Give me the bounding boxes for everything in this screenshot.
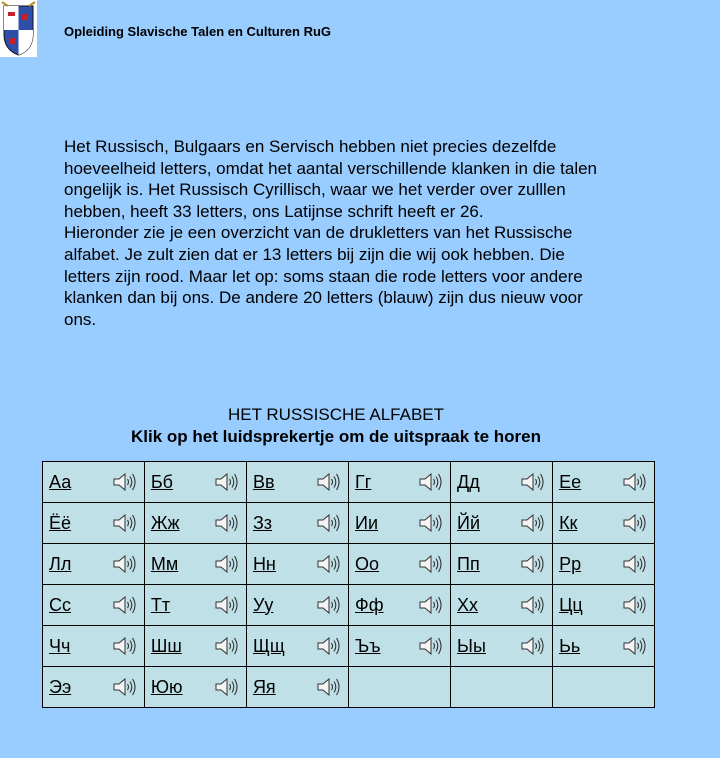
letter-link[interactable]: Жж (150, 512, 180, 533)
alphabet-row (43, 667, 655, 708)
alphabet-cell (451, 667, 553, 708)
speaker-icon[interactable] (520, 553, 544, 575)
alphabet-cell (553, 462, 655, 503)
speaker-icon[interactable] (214, 471, 238, 493)
alphabet-cell (451, 462, 553, 503)
speaker-icon[interactable] (418, 635, 442, 657)
alphabet-cell (144, 462, 246, 503)
speaker-icon[interactable] (214, 553, 238, 575)
speaker-icon[interactable] (112, 635, 136, 657)
letter-link[interactable]: Шш (150, 635, 182, 656)
letter-link[interactable]: Аа (49, 471, 72, 492)
speaker-icon[interactable] (214, 512, 238, 534)
alphabet-cell (349, 626, 451, 667)
alphabet-cell (349, 667, 451, 708)
alphabet-row (43, 626, 655, 667)
alphabet-cell (349, 503, 451, 544)
speaker-icon[interactable] (622, 471, 646, 493)
letter-link[interactable]: Ее (559, 471, 582, 492)
alphabet-cell (43, 585, 145, 626)
alphabet-cell (43, 626, 145, 667)
letter-link[interactable]: Ъъ (355, 635, 381, 656)
intro-line: Het Russisch, Bulgaars en Servisch hebben niet precies dezelfde (64, 137, 557, 156)
speaker-icon[interactable] (520, 471, 544, 493)
letter-link[interactable]: Уу (252, 594, 274, 615)
speaker-icon[interactable] (418, 594, 442, 616)
university-crest-logo (0, 0, 37, 57)
letter-link[interactable]: Щщ (252, 635, 285, 656)
alphabet-cell (553, 626, 655, 667)
alphabet-cell (144, 667, 246, 708)
alphabet-cell (553, 585, 655, 626)
speaker-icon[interactable] (418, 553, 442, 575)
alphabet-cell (144, 585, 246, 626)
letter-link[interactable]: Бб (150, 471, 173, 492)
speaker-icon[interactable] (520, 635, 544, 657)
letter-link[interactable]: Нн (252, 553, 276, 574)
letter-link[interactable]: Лл (49, 553, 72, 574)
speaker-icon[interactable] (520, 594, 544, 616)
speaker-icon[interactable] (418, 512, 442, 534)
alphabet-cell (349, 462, 451, 503)
alphabet-cell (246, 626, 348, 667)
alphabet-row (43, 462, 655, 503)
alphabet-cell (451, 585, 553, 626)
intro-line: alfabet. Je zult zien dat er 13 letters bij zijn die wij ook hebben. Die (64, 244, 565, 264)
speaker-icon[interactable] (214, 676, 238, 698)
speaker-icon[interactable] (622, 594, 646, 616)
speaker-icon[interactable] (112, 471, 136, 493)
speaker-icon[interactable] (622, 635, 646, 657)
intro-line: Hieronder zie je een overzicht van de drukletters van het Russische (64, 223, 573, 243)
alphabet-cell (144, 503, 246, 544)
letter-link[interactable]: Ёё (49, 512, 72, 533)
letter-link[interactable]: Ии (355, 512, 379, 533)
alphabet-cell (246, 462, 348, 503)
letter-link[interactable]: Ьь (559, 635, 581, 656)
intro-line: klanken dan bij ons. De andere 20 letters (blauw) zijn dus nieuw voor (64, 288, 583, 308)
alphabet-cell (451, 544, 553, 585)
speaker-icon[interactable] (316, 635, 340, 657)
alphabet-cell (451, 626, 553, 667)
alphabet-cell (246, 544, 348, 585)
alphabet-cell (451, 503, 553, 544)
alphabet-cell (553, 503, 655, 544)
letter-link[interactable]: Йй (457, 512, 481, 533)
speaker-icon[interactable] (316, 594, 340, 616)
letter-link[interactable]: Цц (559, 594, 583, 615)
letter-link[interactable]: Гг (355, 471, 372, 492)
alphabet-row (43, 585, 655, 626)
intro-text (64, 136, 664, 330)
letter-link[interactable]: Дд (457, 471, 480, 492)
site-title: Opleiding Slavische Talen en Culturen RuG (64, 24, 332, 39)
speaker-icon[interactable] (214, 635, 238, 657)
alphabet-cell (43, 544, 145, 585)
intro-line: ongelijk is. Het Russisch Cyrillisch, waar we het verder over zulllen (64, 180, 566, 200)
intro-line: letters zijn rood. Maar let op: soms staan die rode letters voor andere (64, 266, 583, 286)
alphabet-cell (349, 544, 451, 585)
alphabet-cell (246, 667, 348, 708)
letter-link[interactable]: Хх (457, 594, 479, 615)
speaker-icon[interactable] (316, 676, 340, 698)
letter-link[interactable]: Сс (49, 594, 71, 615)
speaker-icon[interactable] (520, 512, 544, 534)
speaker-icon[interactable] (622, 553, 646, 575)
speaker-icon[interactable] (418, 471, 442, 493)
speaker-icon[interactable] (112, 512, 136, 534)
alphabet-row (43, 503, 655, 544)
alphabet-table (42, 461, 655, 708)
speaker-icon[interactable] (316, 553, 340, 575)
alphabet-cell (246, 503, 348, 544)
speaker-icon[interactable] (214, 594, 238, 616)
speaker-icon[interactable] (622, 512, 646, 534)
alphabet-cell (43, 462, 145, 503)
letter-link[interactable]: Юю (150, 676, 183, 697)
letter-link[interactable]: Рр (559, 553, 582, 574)
letter-link[interactable]: Фф (355, 594, 384, 615)
alphabet-title: HET RUSSISCHE ALFABET (227, 405, 445, 424)
alphabet-cell (553, 544, 655, 585)
alphabet-cell (349, 585, 451, 626)
letter-link[interactable]: Кк (559, 512, 578, 533)
alphabet-heading (0, 404, 672, 448)
alphabet-cell (43, 503, 145, 544)
speaker-icon[interactable] (112, 594, 136, 616)
letter-link[interactable]: Зз (252, 512, 273, 533)
alphabet-cell (246, 585, 348, 626)
speaker-icon[interactable] (316, 471, 340, 493)
intro-line: hebben, heeft 33 letters, ons Latijnse schrift heeft er 26. (64, 201, 484, 221)
speaker-icon[interactable] (112, 676, 136, 698)
letter-link[interactable]: Яя (252, 676, 276, 697)
intro-line: ons. (64, 309, 97, 329)
alphabet-row (43, 544, 655, 585)
speaker-icon[interactable] (112, 553, 136, 575)
alphabet-cell (43, 667, 145, 708)
letter-link[interactable]: Тт (150, 594, 171, 615)
letter-link[interactable]: Ыы (457, 635, 486, 656)
letter-link[interactable]: Вв (252, 471, 275, 492)
alphabet-subtitle: Klik op het luidsprekertje om de uitspraak te horen (131, 427, 541, 446)
letter-link[interactable]: Пп (457, 553, 480, 574)
letter-link[interactable]: Мм (150, 553, 179, 574)
intro-line: hoeveelheid letters, omdat het aantal verschillende klanken in die talen (64, 158, 598, 178)
letter-link[interactable]: Чч (49, 635, 71, 656)
letter-link[interactable]: Ээ (49, 676, 72, 697)
alphabet-cell (144, 626, 246, 667)
speaker-icon[interactable] (316, 512, 340, 534)
alphabet-cell (144, 544, 246, 585)
alphabet-cell (553, 667, 655, 708)
letter-link[interactable]: Оо (355, 553, 380, 574)
